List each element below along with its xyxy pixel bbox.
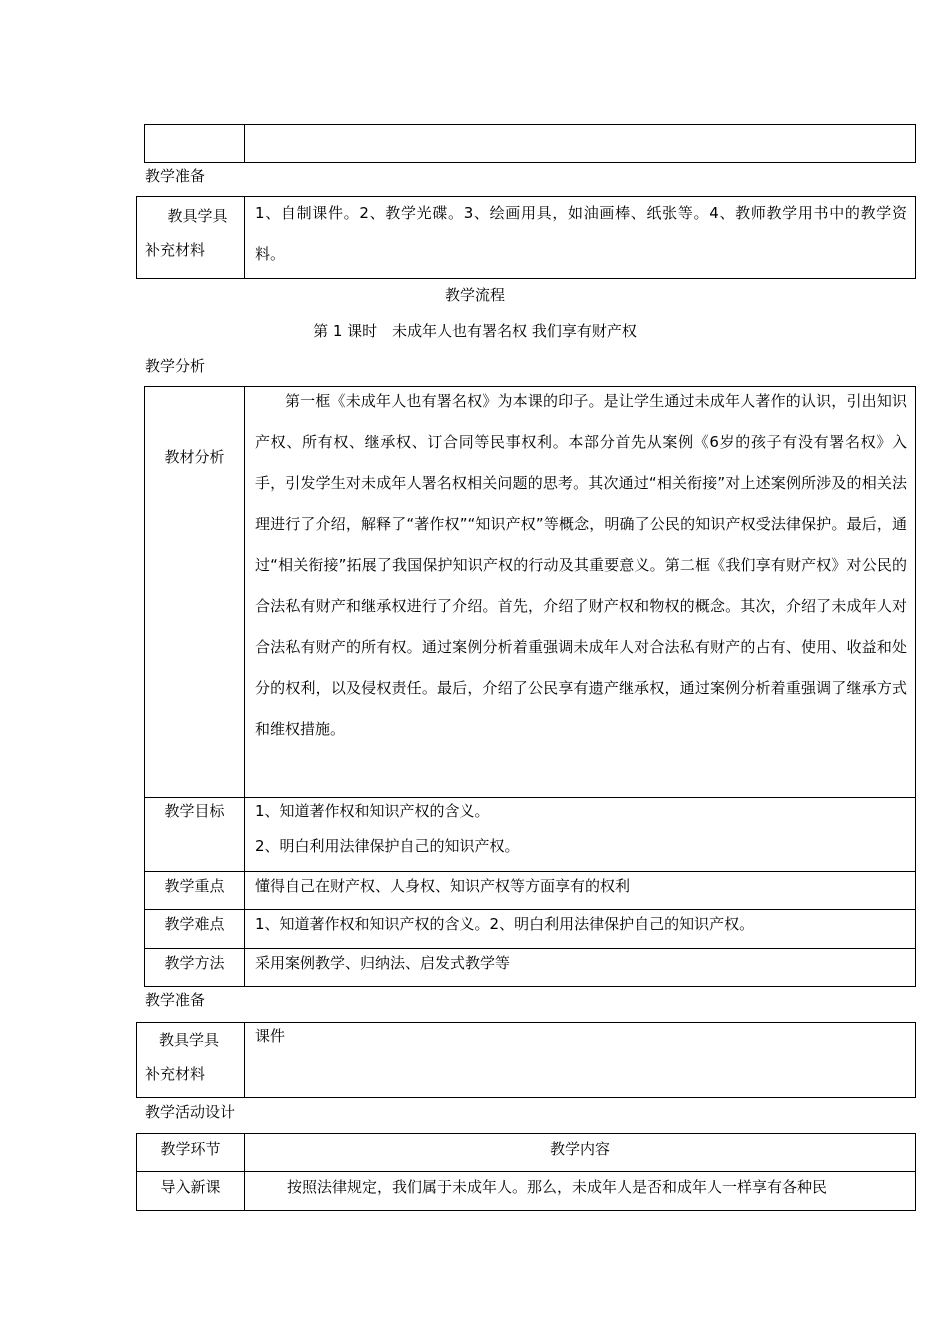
method-content: 采用案例教学、归纳法、启发式教学等 <box>255 954 511 972</box>
key-content: 懂得自己在财产权、人身权、知识产权等方面享有的权利 <box>255 877 631 895</box>
activity-header-stage: 教学环节 <box>160 1140 221 1158</box>
prep2-label-line1: 教具学具 <box>159 1031 220 1049</box>
section-heading-prep: 教学准备 <box>145 167 206 185</box>
prep-content: 1、自制课件。2、教学光碟。3、绘画用具，如油画棒、纸张等。4、教师教学用书中的教学资料。 <box>255 204 907 263</box>
goal-line-2: 2、明白利用法律保护自己的知识产权。 <box>255 837 520 855</box>
prep-label-cell <box>137 197 245 279</box>
prep-table-2 <box>136 1022 916 1098</box>
goal-line-1: 1、知道著作权和知识产权的含义。 <box>255 802 490 820</box>
top-empty-cell-right <box>245 125 916 163</box>
flow-title: 教学流程 <box>444 286 505 304</box>
activity-row1-content: 按照法律规定，我们属于未成年人。那么，未成年人是否和成年人一样享有各种民 <box>287 1178 828 1196</box>
material-content: 第一框《未成年人也有署名权》为本课的印子。是让学生通过未成年人著作的认识，引出知识产权、所有权、继承权、订合同等民事权利。本部分首先从案例《6岁的孩子有没有署名权》入手，引发学生对未成年人署名权相关问题的思考。其次通过“相关衔接”对上述案例所涉及的相关法理进行了介绍，解释了“著作权”“知识产权”等概念，明确了公民的知识产权受法律保护。最后，通过“相关衔接”拓展了我国保护知识产权的行动及其重要意义。第二框《我们享有财产权》对公民的合法私有财产和继承权进行了介绍。首先，介绍了财产权和物权的概念。其次，介绍了未成年人对合法私有财产的所有权。通过案例分析着重强调未成年人对合法私有财产的占有、使用、收益和处分的权利，以及侵权责任。最后，介绍了公民享有遗产继承权，通过案例分析着重强调了继承方式和维权措施。 <box>255 392 907 738</box>
method-label-cell <box>145 949 245 987</box>
prep-label-line2: 补充材料 <box>145 241 206 259</box>
section-heading-prep-2: 教学准备 <box>145 991 206 1009</box>
prep2-label-line2: 补充材料 <box>145 1065 206 1083</box>
activity-table <box>136 1133 916 1211</box>
section-heading-analysis: 教学分析 <box>145 357 206 375</box>
prep-table-1 <box>136 196 916 279</box>
top-empty-cell-left <box>145 125 245 163</box>
prep2-content-cell <box>245 1023 916 1098</box>
difficult-content-cell <box>245 910 916 949</box>
material-label: 教材分析 <box>164 448 225 466</box>
activity-header-content: 教学内容 <box>549 1140 610 1158</box>
analysis-table <box>144 386 916 987</box>
activity-header-stage-cell <box>137 1134 245 1172</box>
material-label-cell <box>145 387 245 798</box>
key-label-cell <box>145 872 245 910</box>
prep-content-cell <box>245 197 916 279</box>
activity-row1-content-cell <box>245 1172 916 1211</box>
key-label: 教学重点 <box>164 877 225 895</box>
goal-content-cell <box>245 798 916 872</box>
activity-header-content-cell <box>245 1134 916 1172</box>
method-label: 教学方法 <box>164 954 225 972</box>
goal-label-cell <box>145 798 245 872</box>
difficult-content: 1、知道著作权和知识产权的含义。2、明白利用法律保护自己的知识产权。 <box>255 915 755 933</box>
method-content-cell <box>245 949 916 987</box>
lesson-title: 第 1 课时 未成年人也有署名权 我们享有财产权 <box>313 322 637 340</box>
prep2-label-cell <box>137 1023 245 1098</box>
prep-label-line1: 教具学具 <box>167 207 228 225</box>
top-empty-table <box>144 124 916 163</box>
section-heading-activity: 教学活动设计 <box>145 1103 236 1121</box>
key-content-cell <box>245 872 916 910</box>
activity-row1-stage: 导入新课 <box>160 1178 221 1196</box>
prep2-content: 课件 <box>255 1027 286 1045</box>
activity-row1-stage-cell <box>137 1172 245 1211</box>
goal-label: 教学目标 <box>164 802 225 820</box>
material-content-cell <box>245 387 916 798</box>
difficult-label-cell <box>145 910 245 949</box>
difficult-label: 教学难点 <box>164 915 225 933</box>
